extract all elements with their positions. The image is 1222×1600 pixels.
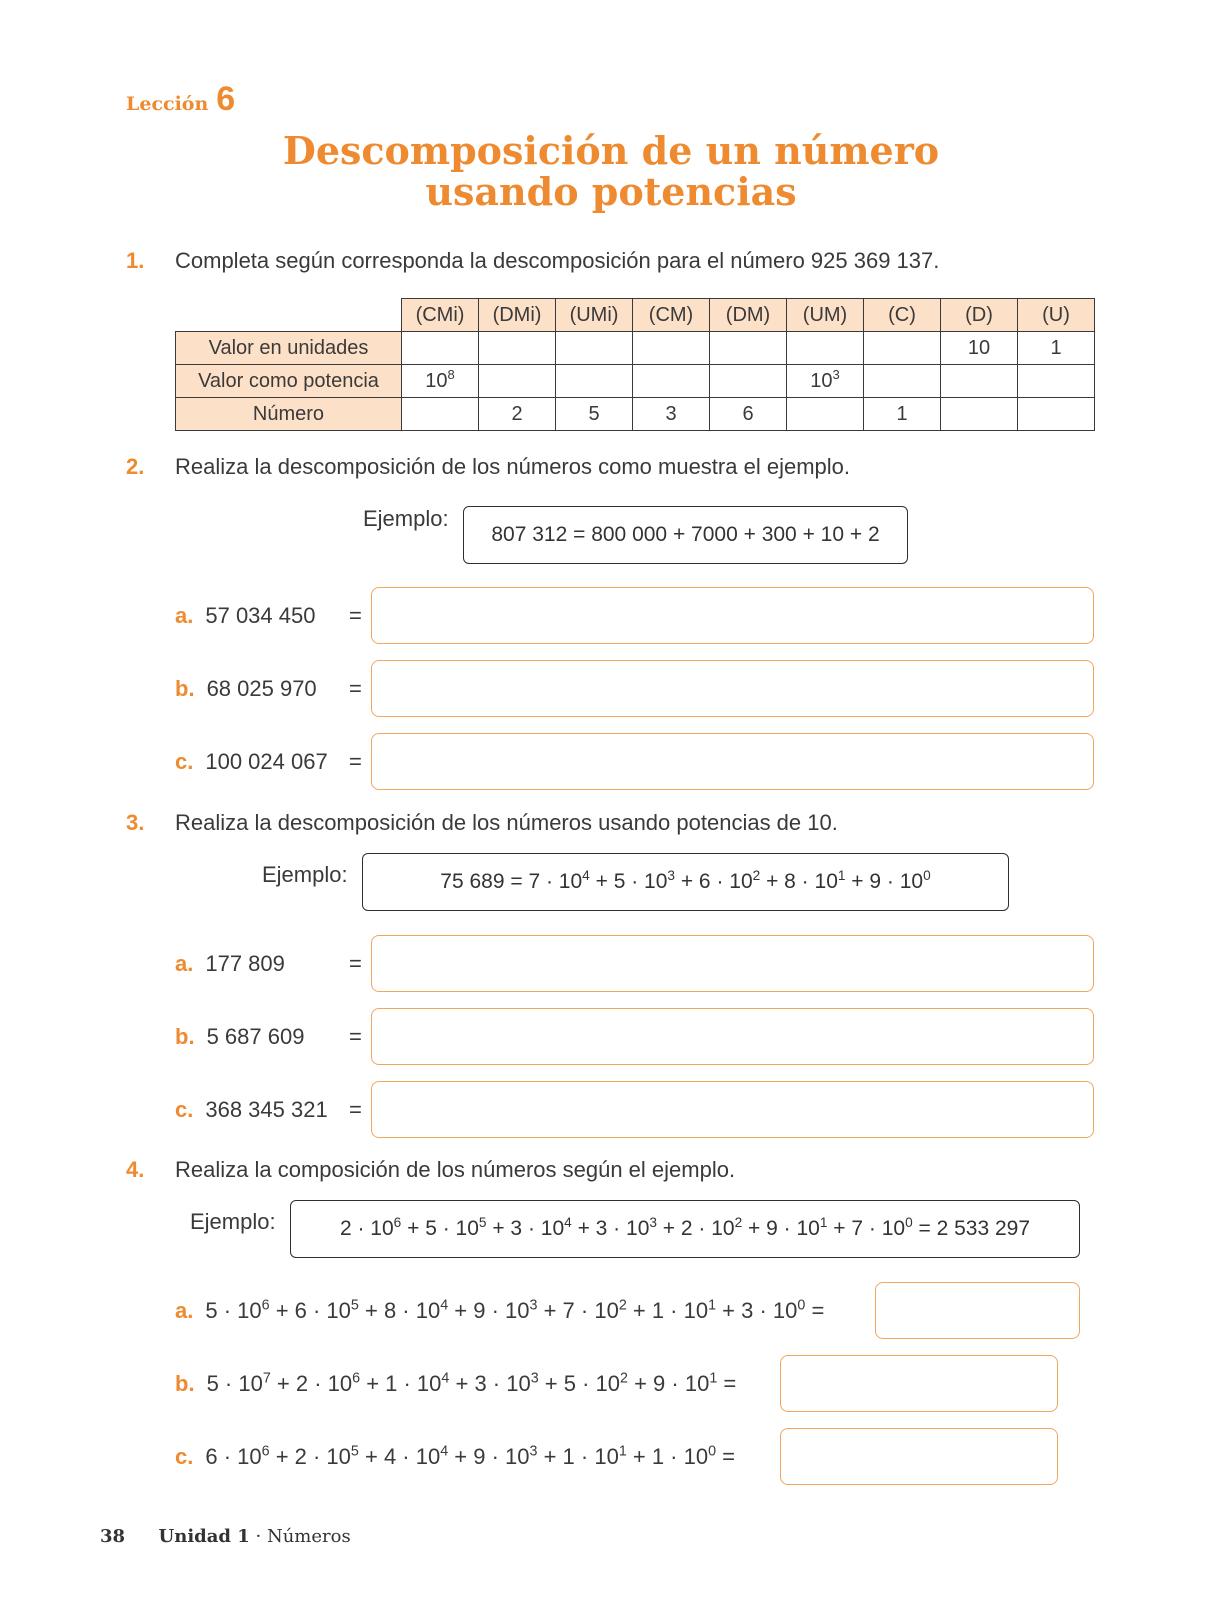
equals-sign: = [349,749,362,774]
answer-box-4b[interactable] [780,1355,1058,1412]
answer-box-4a[interactable] [875,1282,1080,1339]
exponent: 5 [478,1214,487,1230]
exponent: 3 [832,366,840,382]
exponent: 7 [262,1370,271,1387]
exponent: 5 [350,1443,359,1460]
exponent: 0 [923,867,931,883]
exponent: 2 [620,1370,628,1387]
row-header: Número [176,398,402,431]
exponent: 0 [797,1297,806,1314]
exponent: 4 [582,867,590,883]
item-2a: a. 57 034 450 [175,603,316,628]
table-cell[interactable] [1018,398,1095,431]
column-header: (CM) [633,299,710,332]
exponent: 4 [564,1214,572,1230]
column-header: (D) [941,299,1018,332]
exponent: 6 [352,1370,361,1387]
answer-box-4c[interactable] [780,1428,1058,1485]
table-cell[interactable] [864,332,941,365]
equals-sign: = [349,1024,362,1049]
table-cell[interactable] [864,365,941,398]
column-header: (DM) [710,299,787,332]
item-3c: c. 368 345 321 [175,1097,328,1122]
exponent: 4 [440,1443,449,1460]
column-header: (U) [1018,299,1095,332]
exponent: 3 [529,1297,538,1314]
answer-box-2c[interactable] [371,733,1094,790]
row-header: Valor en unidades [176,332,402,365]
row-header: Valor como potencia [176,365,402,398]
item-4b: b. $5 \cdot 10^7 + 2 \cdot 10^6 + 1 \cdot 10^4 + 3 \cdot 10^3 + 5 \cdot 10^2 + 9 \cdot 10^1$ = [175,1370,737,1396]
table-corner [176,299,402,332]
question-4-text: Realiza la composición de los números según el ejemplo. [175,1157,736,1182]
exponent: 6 [393,1214,402,1230]
example-text: 75 $689 = 7 \cdot 10^4 + 5 \cdot 10^3 + 6 \cdot 10^2 + 8 \cdot 10^1 + 9 \cdot 10^0$ [440,867,931,893]
lesson-number: 6 [216,80,236,118]
title-line-1: Descomposición de un número [282,128,940,173]
exponent: 1 [618,1443,627,1460]
answer-box-2b[interactable] [371,660,1094,717]
table-row [176,398,1095,431]
item-4c: c. $6 \cdot 10^6 + 2 \cdot 10^5 + 4 \cdot 10^4 + 9 \cdot 10^3 + 1 \cdot 10^1 + 1 \cdot 10^0$ = [175,1443,736,1469]
page-number: 38 [100,1526,126,1547]
table-cell[interactable] [941,365,1018,398]
item-3a: a. 177 809 [175,951,285,976]
exponent: 1 [708,1297,717,1314]
example-box [463,506,908,564]
item-3b: b. 5 687 609 [175,1024,305,1049]
example-box [362,853,1009,911]
example-label: Ejemplo: [262,862,348,887]
example-text: 807 312 = 800 000 + 7000 + 300 + 10 + 2 [491,523,880,546]
example-box [290,1200,1080,1258]
table-row [176,365,1095,398]
table-cell: 2 [479,398,556,431]
expression: $5 \cdot 10^7 + 2 \cdot 10^6 + 1 \cdot 10^4 + 3 \cdot 10^3 + 5 \cdot 10^2 + 9 \cdot 10^1$ = [206,1370,737,1396]
place-value-table [175,298,1095,431]
table-cell: 5 [556,398,633,431]
table-cell: $10^8$ [402,365,479,398]
answer-box-3b[interactable] [371,1008,1094,1065]
table-cell[interactable] [402,332,479,365]
table-cell[interactable] [479,365,556,398]
table-cell[interactable] [556,365,633,398]
title-line-2: usando potencias [425,169,797,214]
exponent: 3 [530,1370,539,1387]
answer-box-2a[interactable] [371,587,1094,644]
question-1-number: 1. [126,248,145,273]
table-cell[interactable] [787,332,864,365]
table-row [176,332,1095,365]
table-cell[interactable] [556,332,633,365]
example-label: Ejemplo: [190,1209,276,1234]
table-cell[interactable] [402,398,479,431]
question-1-text: Completa según corresponda la descomposición para el número 925 369 137. [175,248,940,273]
table-cell[interactable] [1018,365,1095,398]
table-cell: 1 [864,398,941,431]
exponent: 1 [819,1214,828,1230]
expression: $5 \cdot 10^6 + 6 \cdot 10^5 + 8 \cdot 10^4 + 9 \cdot 10^3 + 7 \cdot 10^2 + 1 \cdot 10^1 + 3 \cdot 10^0$ = [205,1297,825,1323]
exponent: 0 [905,1214,913,1230]
column-header: (CMi) [402,299,479,332]
question-2-number: 2. [126,454,145,479]
question-3-number: 3. [126,810,145,835]
lesson-word: Lección [126,93,209,115]
equals-sign: = [349,1097,362,1122]
table-cell[interactable] [941,398,1018,431]
page-footer [100,1526,351,1547]
table-cell[interactable] [633,365,710,398]
exponent: 1 [837,867,846,883]
lesson-label [126,80,235,119]
footer-separator: · [249,1526,267,1547]
exponent: 2 [752,867,761,883]
equals-sign: = [349,603,362,628]
example-text: $2 \cdot 10^6 + 5 \cdot 10^5 + 3 \cdot 10^4 + 3 \cdot 10^3 + 2 \cdot 10^2 + 9 \cdot 10^1 + 7 \cdot 10^0 = 2$ 533 297 [339,1214,1031,1240]
equals-sign: = [349,951,362,976]
table-cell: $10^3$ [787,365,864,398]
item-2b: b. 68 025 970 [175,676,317,701]
item-2c: c. 100 024 067 [175,749,328,774]
exponent: 2 [618,1297,627,1314]
exponent: 2 [734,1214,743,1230]
exponent: 6 [261,1297,270,1314]
table-cell[interactable] [479,332,556,365]
question-3-text: Realiza la descomposición de los números usando potencias de 10. [175,810,838,835]
equals-sign: = [349,676,362,701]
page-title [0,130,1222,212]
column-header: (UMi) [556,299,633,332]
answer-box-3a[interactable] [371,935,1094,992]
exponent: 0 [708,1443,717,1460]
example-label: Ejemplo: [363,506,449,531]
table-cell: 10 [941,332,1018,365]
table-header-row [176,299,1095,332]
answer-box-3c[interactable] [371,1081,1094,1138]
question-4-number: 4. [126,1157,145,1182]
exponent: 8 [447,366,455,382]
column-header: (C) [864,299,941,332]
exponent: 4 [441,1370,450,1387]
expression: $6 \cdot 10^6 + 2 \cdot 10^5 + 4 \cdot 10^4 + 9 \cdot 10^3 + 1 \cdot 10^1 + 1 \cdot 10^0$ = [205,1443,736,1469]
question-2-text: Realiza la descomposición de los números como muestra el ejemplo. [175,454,850,479]
table-cell: 6 [710,398,787,431]
table-cell[interactable] [710,365,787,398]
column-header: (UM) [787,299,864,332]
unit-label: Unidad 1 [158,1526,250,1547]
topic-label: Números [266,1526,351,1547]
exponent: 3 [649,1214,657,1230]
table-cell: 3 [633,398,710,431]
table-cell[interactable] [710,332,787,365]
column-header: (DMi) [479,299,556,332]
item-4a: a. $5 \cdot 10^6 + 6 \cdot 10^5 + 8 \cdot 10^4 + 9 \cdot 10^3 + 7 \cdot 10^2 + 1 \cdot 10^1 + 3 \cdot 10^0$ = [175,1297,825,1323]
exponent: 4 [440,1297,449,1314]
exponent: 5 [350,1297,359,1314]
exponent: 3 [667,867,675,883]
exponent: 1 [709,1370,718,1387]
table-cell: 1 [1018,332,1095,365]
exponent: 3 [529,1443,538,1460]
exponent: 6 [261,1443,270,1460]
table-cell[interactable] [787,398,864,431]
table-cell[interactable] [633,332,710,365]
